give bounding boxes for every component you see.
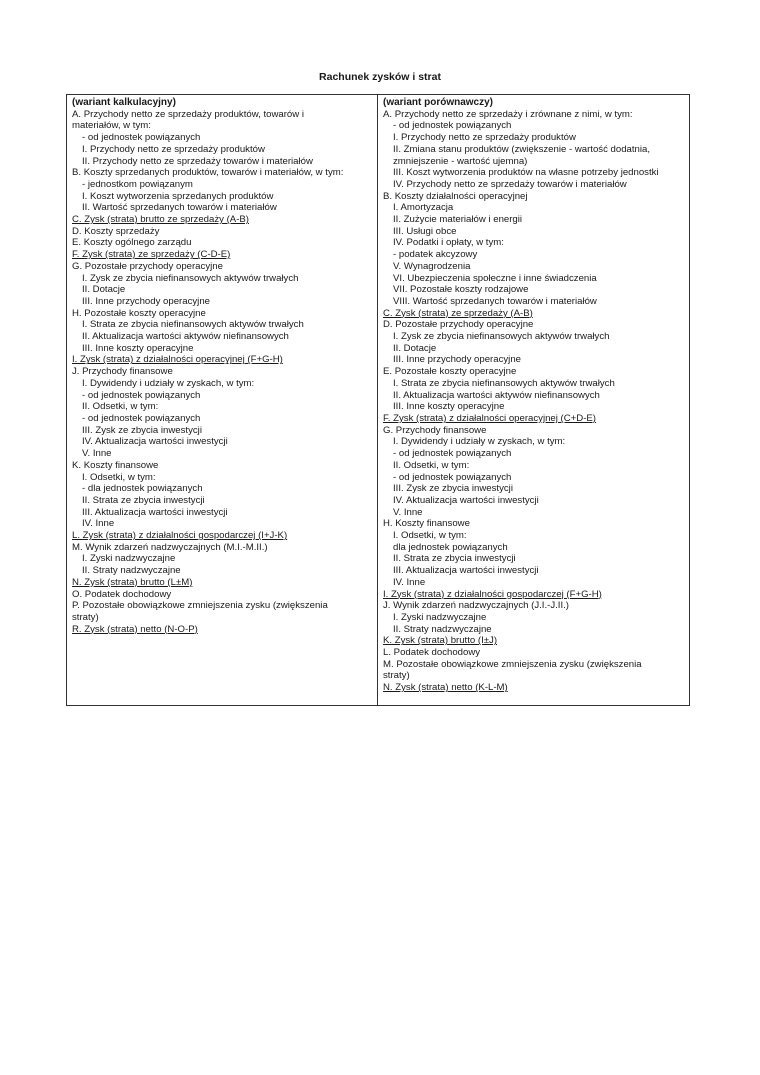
statement-line: - od jednostek powiązanych [393, 448, 512, 460]
statement-line: II. Przychody netto ze sprzedaży towarów i materiałów [82, 155, 313, 167]
statement-line: I. Zysk ze zbycia niefinansowych aktywów trwałych [82, 272, 299, 284]
statement-line: I. Zyski nadzwyczajne [82, 553, 176, 565]
statement-line: I. Amortyzacja [393, 202, 454, 214]
statement-line: - od jednostek powiązanych [82, 389, 201, 401]
statement-line: IV. Aktualizacja wartości inwestycji [393, 494, 539, 506]
statement-line: - od jednostek powiązanych [393, 120, 512, 132]
statement-line: III. Aktualizacja wartości inwestycji [82, 506, 228, 518]
result-line: F. Zysk (strata) ze sprzedaży (C-D-E) [72, 249, 231, 261]
statement-line: I. Strata ze zbycia niefinansowych aktywów trwałych [82, 319, 304, 331]
statement-line: I. Przychody netto ze sprzedaży produktów [393, 132, 576, 144]
result-line: L. Zysk (strata) z działalności gospodarczej (I+J-K) [72, 530, 288, 542]
statement-line: dla jednostek powiązanych [393, 541, 508, 553]
statement-line: M. Pozostałe obowiązkowe zmniejszenia zysku (zwiększenia [383, 658, 642, 670]
statement-line: I. Koszt wytworzenia sprzedanych produktów [82, 190, 274, 202]
statement-line: II. Zmiana stanu produktów (zwiększenie - wartość dodatnia, [393, 143, 651, 155]
statement-line: I. Zysk ze zbycia niefinansowych aktywów trwałych [393, 331, 610, 343]
statement-line: VI. Ubezpieczenia społeczne i inne świadczenia [393, 272, 597, 284]
statement-line: - od jednostek powiązanych [82, 132, 201, 144]
statement-line: E. Koszty ogólnego zarządu [72, 237, 192, 249]
statement-line: straty) [72, 611, 99, 623]
statement-line: I. Odsetki, w tym: [82, 471, 156, 483]
statement-line: D. Koszty sprzedaży [72, 225, 160, 237]
statement-line: E. Pozostałe koszty operacyjne [383, 366, 517, 378]
statement-line: - podatek akcyzowy [393, 249, 478, 261]
statement-line: V. Wynagrodzenia [393, 260, 471, 272]
statement-line: IV. Aktualizacja wartości inwestycji [82, 436, 228, 448]
statement-line: VIII. Wartość sprzedanych towarów i materiałów [393, 295, 597, 307]
statement-line: I. Zyski nadzwyczajne [393, 611, 487, 623]
column-heading-calculative: (wariant kalkulacyjny) [72, 97, 176, 108]
result-line: I. Zysk (strata) z działalności operacyjnej (F+G-H) [72, 354, 283, 366]
statement-line: VII. Pozostałe koszty rodzajowe [393, 284, 529, 296]
statement-line: - od jednostek powiązanych [82, 412, 201, 424]
statement-line: III. Zysk ze zbycia inwestycji [82, 424, 202, 436]
statement-line: G. Przychody finansowe [383, 424, 487, 436]
statement-line: J. Wynik zdarzeń nadzwyczajnych (J.I.-J.II.) [383, 600, 569, 612]
statement-line: V. Inne [393, 506, 423, 518]
statement-line: II. Wartość sprzedanych towarów i materiałów [82, 202, 277, 214]
statement-line: II. Straty nadzwyczajne [393, 623, 492, 635]
statement-line: K. Koszty finansowe [72, 459, 159, 471]
statement-line: P. Pozostałe obowiązkowe zmniejszenia zysku (zwiększenia [72, 600, 328, 612]
statement-line: II. Straty nadzwyczajne [82, 565, 181, 577]
statement-line: III. Aktualizacja wartości inwestycji [393, 565, 539, 577]
statement-line: II. Strata ze zbycia inwestycji [393, 553, 516, 565]
statement-line: H. Pozostałe koszty operacyjne [72, 307, 206, 319]
result-line: C. Zysk (strata) ze sprzedaży (A-B) [383, 307, 533, 319]
statement-line: II. Strata ze zbycia inwestycji [82, 494, 205, 506]
statement-line: II. Dotacje [82, 284, 126, 296]
result-line: K. Zysk (strata) brutto (I±J) [383, 635, 498, 647]
column-calculative-variant [67, 95, 378, 705]
statement-line: straty) [383, 670, 410, 682]
statement-line: IV. Podatki i opłaty, w tym: [393, 237, 504, 249]
statement-line: - dla jednostek powiązanych [82, 483, 203, 495]
statement-line: IV. Inne [393, 576, 426, 588]
column-comparative-variant [378, 95, 689, 705]
statement-line: II. Odsetki, w tym: [393, 459, 470, 471]
statement-line: III. Inne przychody operacyjne [82, 295, 210, 307]
statement-line: I. Odsetki, w tym: [393, 530, 467, 542]
statement-line: materiałów, w tym: [72, 120, 151, 132]
result-line: C. Zysk (strata) brutto ze sprzedaży (A-B) [72, 214, 249, 226]
statement-line: - od jednostek powiązanych [393, 471, 512, 483]
statement-line: D. Pozostałe przychody operacyjne [383, 319, 534, 331]
statement-line: III. Koszt wytworzenia produktów na własne potrzeby jednostki [393, 167, 659, 179]
column-heading-comparative: (wariant porównawczy) [383, 97, 494, 108]
statement-line: O. Podatek dochodowy [72, 588, 172, 600]
statement-line: H. Koszty finansowe [383, 518, 470, 530]
statement-line: zmniejszenie - wartość ujemna) [393, 155, 528, 167]
page-title: Rachunek zysków i strat [319, 71, 441, 83]
statement-line: V. Inne [82, 448, 112, 460]
statement-line: J. Przychody finansowe [72, 366, 173, 378]
statement-line: II. Odsetki, w tym: [82, 401, 159, 413]
line-list-comparative [383, 109, 687, 694]
statement-line: - jednostkom powiązanym [82, 178, 193, 190]
statement-line: I. Przychody netto ze sprzedaży produktów [82, 143, 265, 155]
statement-table [66, 94, 690, 706]
statement-line: III. Inne koszty operacyjne [393, 401, 505, 413]
statement-line: II. Aktualizacja wartości aktywów niefinansowych [82, 331, 289, 343]
statement-line: L. Podatek dochodowy [383, 647, 481, 659]
result-line: N. Zysk (strata) netto (K-L-M) [383, 682, 508, 694]
statement-line: I. Dywidendy i udziały w zyskach, w tym: [82, 377, 255, 389]
statement-line: IV. Inne [82, 518, 115, 530]
result-line: N. Zysk (strata) brutto (L±M) [72, 576, 193, 588]
line-list-calculative [72, 109, 375, 636]
statement-line: III. Inne koszty operacyjne [82, 342, 194, 354]
result-line: I. Zysk (strata) z działalności gospodarczej (F+G-H) [383, 588, 602, 600]
statement-line: II. Zużycie materiałów i energii [393, 214, 523, 226]
statement-line: B. Koszty działalności operacyjnej [383, 190, 528, 202]
statement-line: G. Pozostałe przychody operacyjne [72, 260, 223, 272]
statement-line: A. Przychody netto ze sprzedaży produktów, towarów i [72, 108, 304, 120]
result-line: F. Zysk (strata) z działalności operacyjnej (C+D-E) [383, 412, 596, 424]
statement-line: M. Wynik zdarzeń nadzwyczajnych (M.I.-M.II.) [72, 541, 268, 553]
statement-line: II. Dotacje [393, 342, 437, 354]
statement-line: I. Dywidendy i udziały w zyskach, w tym: [393, 436, 566, 448]
statement-line: II. Aktualizacja wartości aktywów niefinansowych [393, 389, 600, 401]
statement-line: III. Usługi obce [393, 225, 457, 237]
statement-line: III. Inne przychody operacyjne [393, 354, 521, 366]
result-line: R. Zysk (strata) netto (N-O-P) [72, 623, 198, 635]
statement-line: B. Koszty sprzedanych produktów, towarów i materiałów, w tym: [72, 167, 344, 179]
statement-line: A. Przychody netto ze sprzedaży i zrównane z nimi, w tym: [383, 108, 633, 120]
statement-line: I. Strata ze zbycia niefinansowych aktywów trwałych [393, 377, 615, 389]
statement-line: III. Zysk ze zbycia inwestycji [393, 483, 513, 495]
statement-line: IV. Przychody netto ze sprzedaży towarów i materiałów [393, 178, 627, 190]
